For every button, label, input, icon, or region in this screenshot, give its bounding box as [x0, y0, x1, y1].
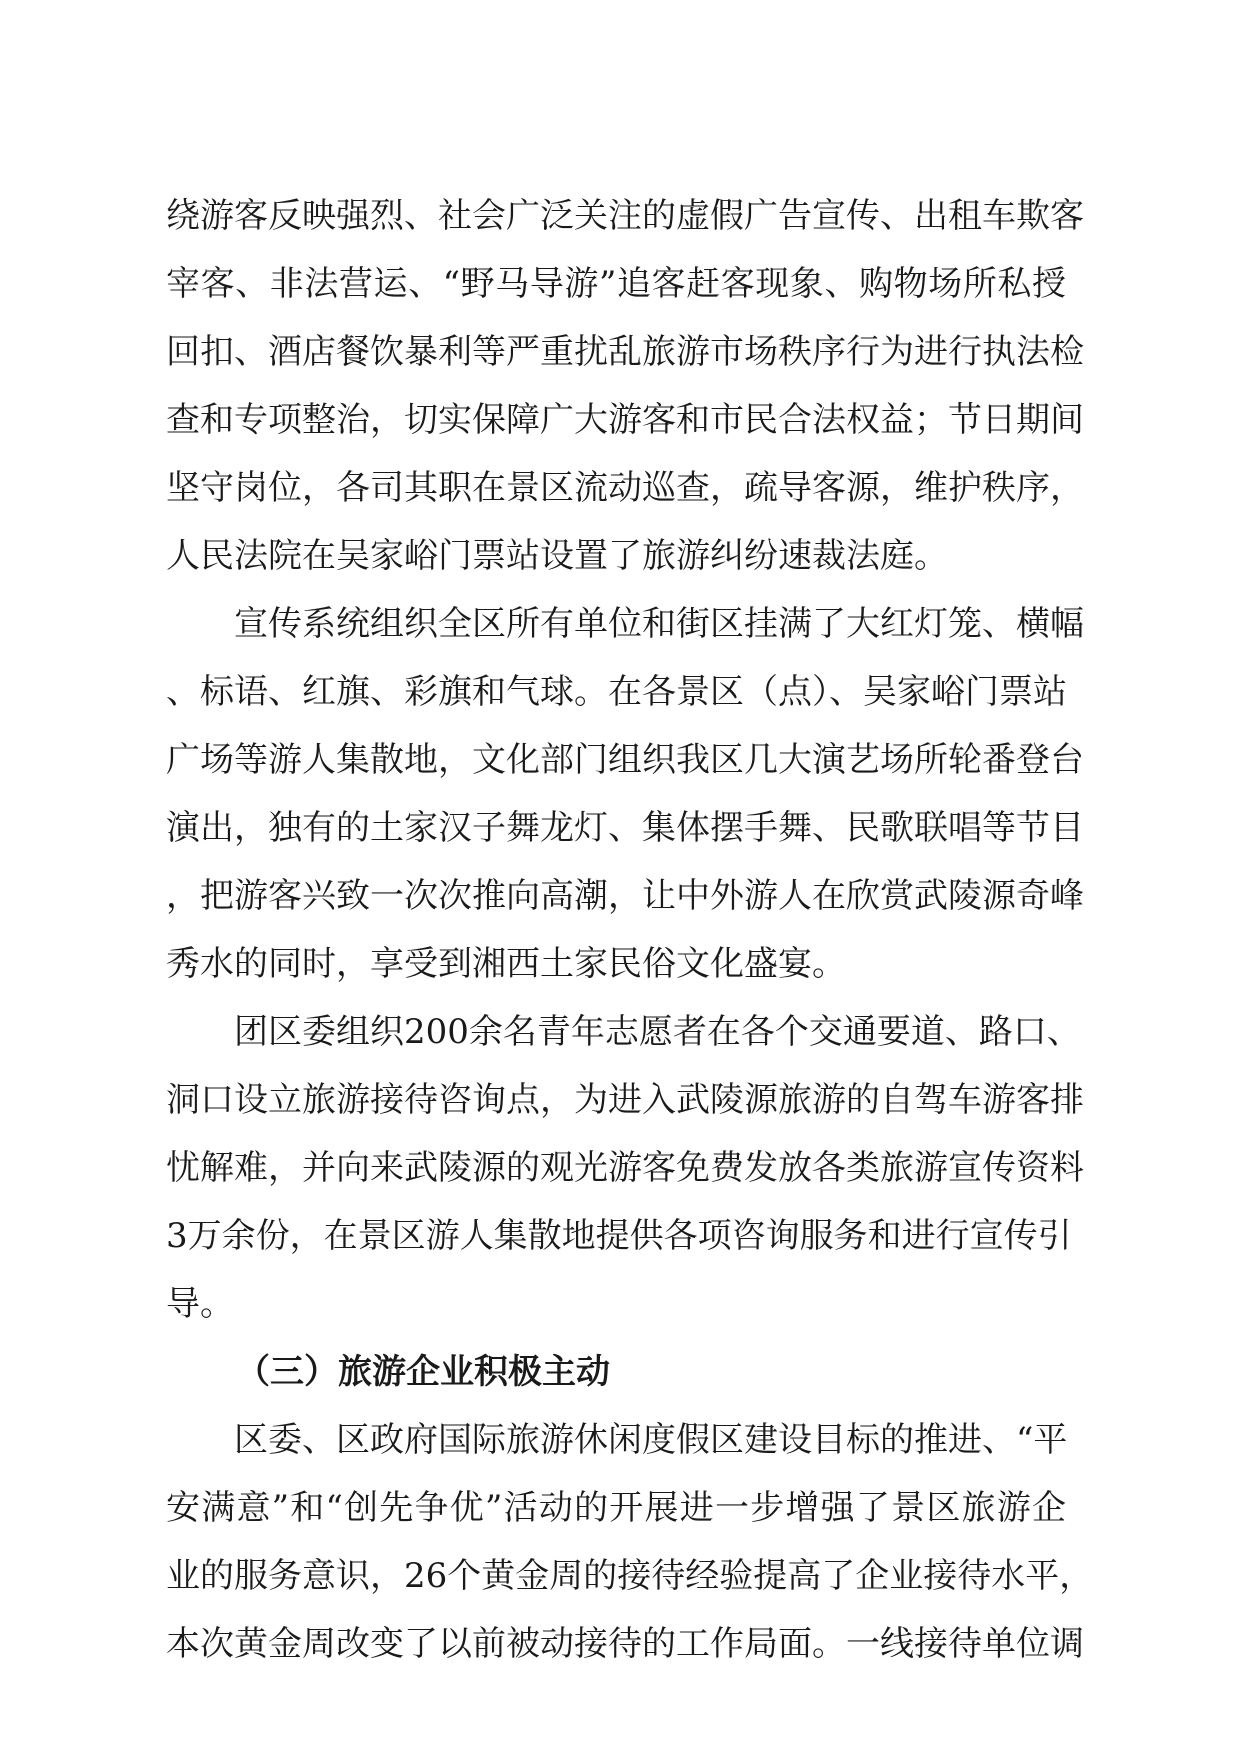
text-line-22: 本次黄金周改变了以前被动接待的工作局面。一线接待单位调	[166, 1624, 1084, 1664]
text-line-3: 回扣、酒店餐饮暴利等严重扰乱旅游市场秩序行为进行执法检	[166, 332, 1084, 372]
text-line-1: 绕游客反映强烈、社会广泛关注的虚假广告宣传、出租车欺客	[166, 196, 1084, 236]
text-line-2: 宰客、非法营运、“野马导游”追客赶客现象、购物场所私授	[166, 264, 1066, 304]
text-line-13: 团区委组织200余名青年志愿者在各个交通要道、路口、	[234, 1012, 1081, 1052]
text-line-20: 安满意”和“创先争优”活动的开展进一步增强了景区旅游企	[166, 1488, 1066, 1528]
text-line-4: 查和专项整治，切实保障广大游客和市民合法权益；节日期间	[166, 400, 1084, 440]
text-line-9: 广场等游人集散地，文化部门组织我区几大演艺场所轮番登台	[166, 740, 1084, 780]
text-line-15: 忧解难，并向来武陵源的观光游客免费发放各类旅游宣传资料	[166, 1148, 1084, 1188]
text-line-7: 宣传系统组织全区所有单位和街区挂满了大红灯笼、横幅	[234, 604, 1084, 644]
text-line-6: 人民法院在吴家峪门票站设置了旅游纠纷速裁法庭。	[166, 536, 948, 576]
text-line-17: 导。	[166, 1284, 234, 1324]
text-line-11: ，把游客兴致一次次推向高潮，让中外游人在欣赏武陵源奇峰	[166, 876, 1084, 916]
text-line-10: 演出，独有的土家汉子舞龙灯、集体摆手舞、民歌联唱等节目	[166, 808, 1084, 848]
text-line-8: 、标语、红旗、彩旗和气球。在各景区（点）、吴家峪门票站	[166, 672, 1067, 712]
text-line-14: 洞口设立旅游接待咨询点，为进入武陵源旅游的自驾车游客排	[166, 1080, 1084, 1120]
text-line-19: 区委、区政府国际旅游休闲度假区建设目标的推进、“平	[234, 1420, 1068, 1460]
section-heading: （三）旅游企业积极主动	[236, 1352, 610, 1392]
text-line-21: 业的服务意识，26个黄金周的接待经验提高了企业接待水平，	[166, 1556, 1094, 1596]
text-line-16: 3万余份，在景区游人集散地提供各项咨询服务和进行宣传引	[166, 1216, 1072, 1256]
text-line-5: 坚守岗位，各司其职在景区流动巡查，疏导客源，维护秩序，	[166, 468, 1084, 508]
text-line-12: 秀水的同时，享受到湘西土家民俗文化盛宴。	[166, 944, 846, 984]
